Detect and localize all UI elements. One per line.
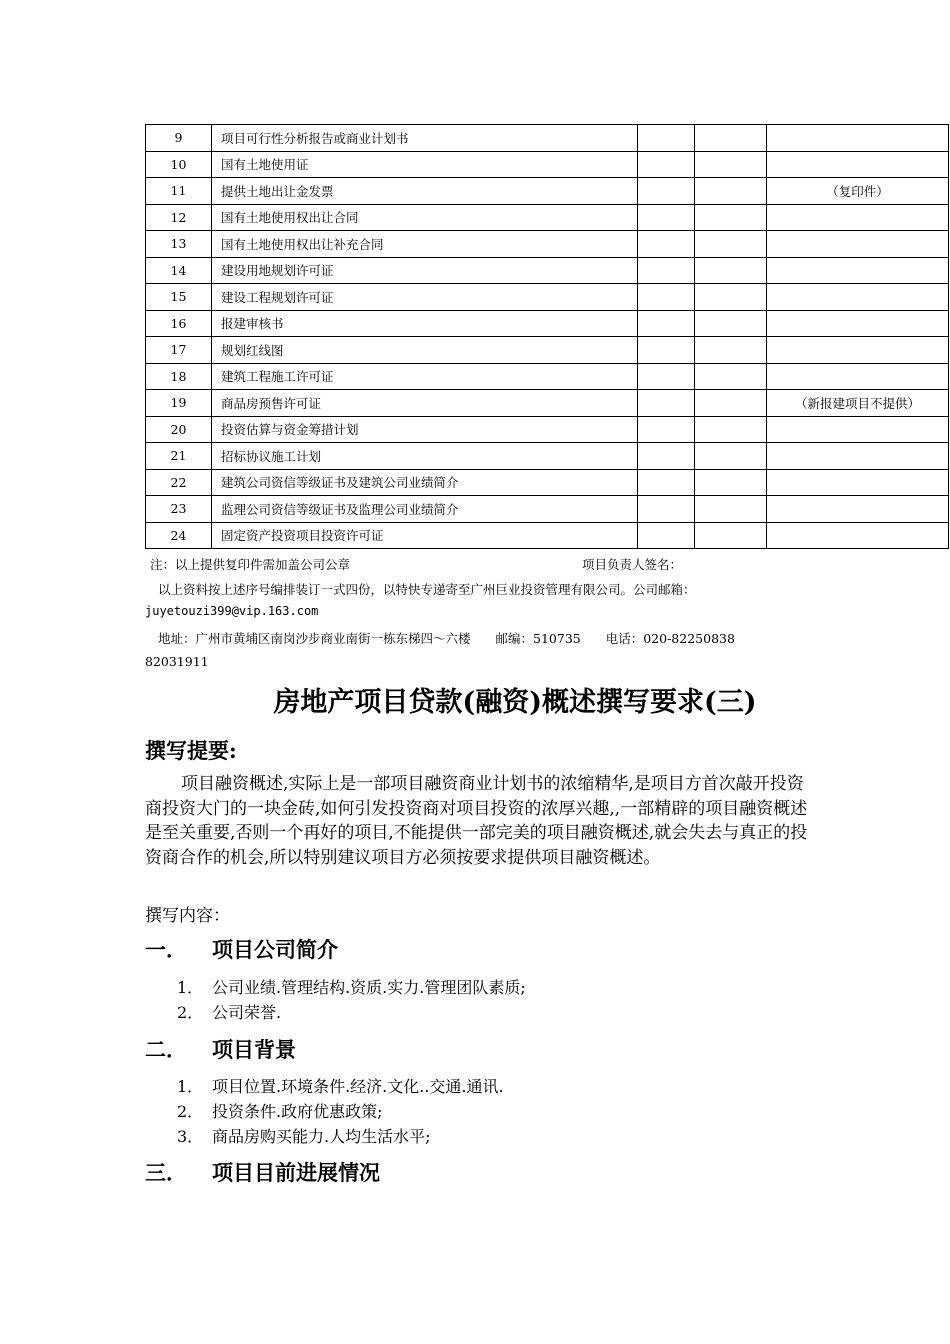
row-note [767,151,949,178]
row-document-name: 报建审核书 [212,310,638,337]
row-number: 16 [146,310,212,337]
row-document-name: 规划红线图 [212,337,638,364]
row-note [767,469,949,496]
list-item: 2． 公司荣誉. [177,1003,282,1022]
table-row [146,125,949,152]
row-document-name: 项目可行性分析报告或商业计划书 [212,125,638,152]
mailing-instruction: 以上资料按上述序号编排装订一式四份，以特快专递寄至广州巨业投资管理有限公司。公司邮箱： [158,582,696,597]
row-document-name: 建筑工程施工许可证 [212,363,638,390]
row-note [767,522,949,549]
list-item: 2． 投资条件.政府优惠政策; [177,1102,383,1121]
row-number: 9 [146,125,212,152]
row-document-name: 商品房预售许可证 [212,390,638,417]
table-row [146,363,949,390]
table-row [146,151,949,178]
section-heading [145,934,338,964]
section-title: 项目公司简介 [212,937,338,962]
row-number: 24 [146,522,212,549]
row-number: 19 [146,390,212,417]
summary-heading: 撰写提要: [145,738,237,763]
row-document-name: 招标协议施工计划 [212,443,638,470]
row-document-name: 监理公司资信等级证书及监理公司业绩简介 [212,496,638,523]
section-number: 二． [145,1037,187,1062]
company-address: 地址：广州市黄埔区南岗沙步商业南街一栋东梯四～六楼 邮编：510735 电话：020-82250838 [158,631,735,646]
table-row [146,257,949,284]
table-row [146,390,949,417]
row-note [767,363,949,390]
row-number: 18 [146,363,212,390]
row-number: 10 [146,151,212,178]
content-label: 撰写内容： [145,906,230,926]
row-number: 13 [146,231,212,258]
section-title: 项目背景 [212,1037,296,1062]
row-document-name: 国有土地使用权出让补充合同 [212,231,638,258]
row-number: 12 [146,204,212,231]
row-number: 21 [146,443,212,470]
table-row [146,496,949,523]
table-row [146,416,949,443]
row-note [767,496,949,523]
row-number: 23 [146,496,212,523]
table-row [146,178,949,205]
row-document-name: 国有土地使用证 [212,151,638,178]
list-item: 3． 商品房购买能力.人均生活水平; [177,1127,431,1146]
row-note [767,337,949,364]
row-document-name: 提供土地出让金发票 [212,178,638,205]
company-email: juyetouzi399@vip.163.com [145,604,319,618]
row-document-name: 国有土地使用权出让合同 [212,204,638,231]
company-phone-extra: 82031911 [145,654,209,669]
row-number: 17 [146,337,212,364]
table-row [146,204,949,231]
table-row [146,284,949,311]
row-note [767,310,949,337]
row-document-name: 建设用地规划许可证 [212,257,638,284]
row-note [767,125,949,152]
row-document-name: 投资估算与资金筹措计划 [212,416,638,443]
section-heading [145,1157,380,1187]
list-item: 1． 项目位置.环境条件.经济.文化..交通.通讯. [177,1077,504,1096]
stamp-note: 注：以上提供复印件需加盖公司公章 [150,557,351,572]
row-number: 22 [146,469,212,496]
row-note [767,284,949,311]
row-note: （新报建项目不提供） [767,390,949,417]
row-number: 15 [146,284,212,311]
table-row [146,231,949,258]
row-number: 20 [146,416,212,443]
row-document-name: 固定资产投资项目投资许可证 [212,522,638,549]
section-title: 项目目前进展情况 [212,1160,380,1185]
row-number: 14 [146,257,212,284]
row-note: （复印件） [767,178,949,205]
page-title: 房地产项目贷款(融资)概述撰写要求(三) [273,687,757,718]
row-number: 11 [146,178,212,205]
row-note [767,204,949,231]
table-row [146,522,949,549]
row-document-name: 建筑公司资信等级证书及建筑公司业绩简介 [212,469,638,496]
row-note [767,231,949,258]
table-row [146,337,949,364]
signature-label: 项目负责人签名： [582,557,683,572]
list-item: 1． 公司业绩.管理结构.资质.实力.管理团队素质; [177,978,526,997]
row-document-name: 建设工程规划许可证 [212,284,638,311]
row-note [767,416,949,443]
row-note [767,257,949,284]
table-row [146,310,949,337]
table-row [146,469,949,496]
summary-paragraph: 项目融资概述,实际上是一部项目融资商业计划书的浓缩精华,是项目方首次敲开投资商投资大门的一块金砖,如何引发投资商对项目投资的浓厚兴趣,,一部精辟的项目融资概述是至关重要,否则一个再好的项目,不能提供一部完美的项目融资概述,就会失去与真正的投资商合作的机会,所以特别建议项目方必须按要求提供项目融资概述。 [145,774,808,868]
section-number: 一． [145,937,187,962]
table-row [146,443,949,470]
row-note [767,443,949,470]
section-heading [145,1034,296,1064]
document-checklist-table [145,124,949,549]
section-number: 三． [145,1160,187,1185]
